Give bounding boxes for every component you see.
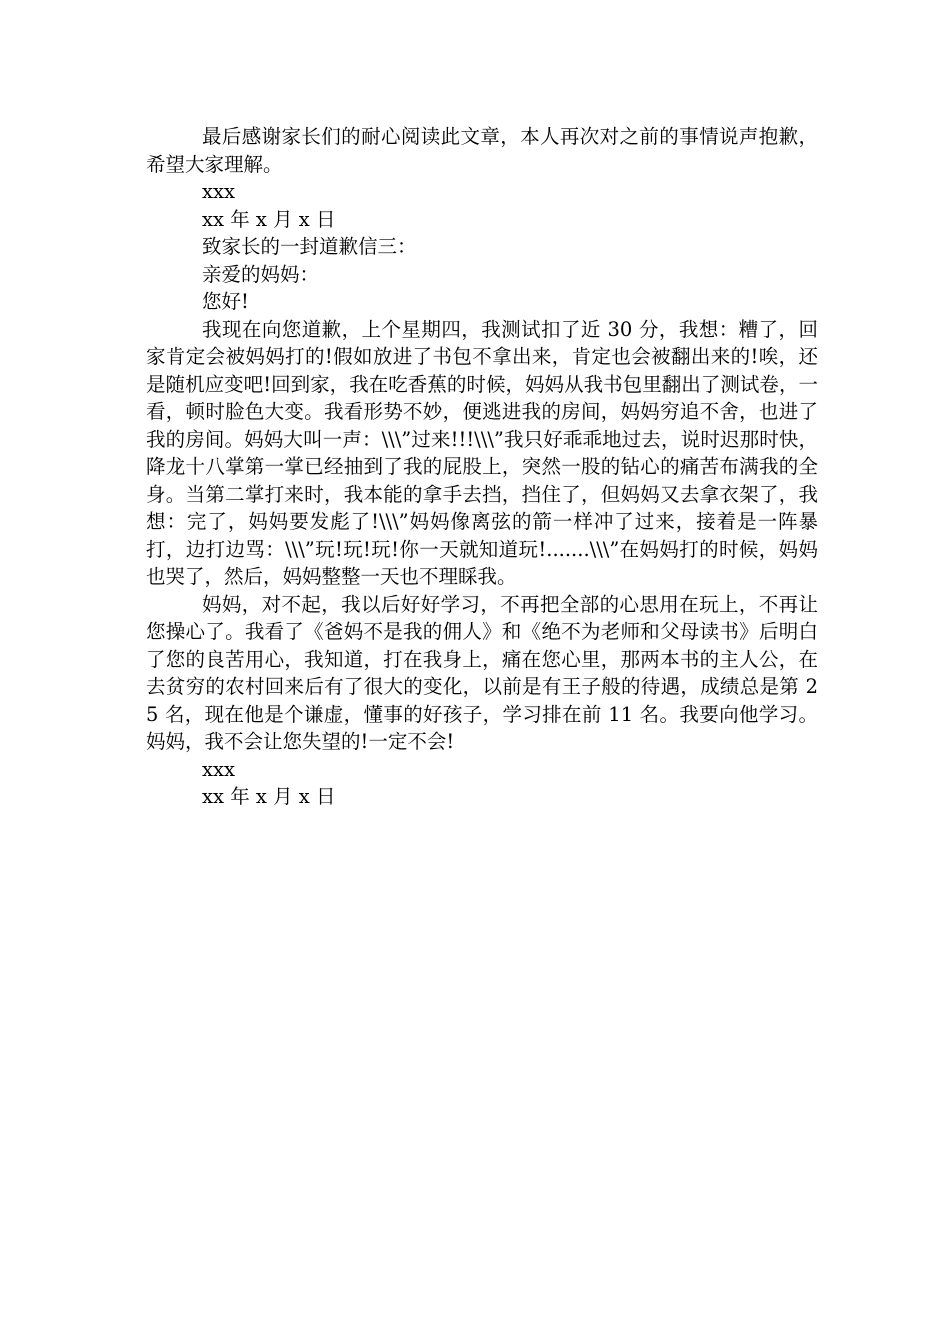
signature-line: xxx bbox=[202, 180, 235, 203]
body-paragraph-promise: 妈妈，对不起，我以后好好学习，不再把全部的心思用在玩上，不再让您操心了。我看了《爸妈不是我的佣人》和《绝不为老师和父母读书》后明白了您的良苦用心，我知道，打在我身上，痛在您心里，那两本书的主人公，在去贫穷的农村回来后有了很大的变化，以前是有王子般的待遇，成绩总是第 25 名，现在他是个谦虚，懂事的好孩子，学习排在前 11 名。我要向他学习。妈妈，我不会让您失望的!一定不会! bbox=[146, 592, 818, 753]
closing-thanks-paragraph: 最后感谢家长们的耐心阅读此文章，本人再次对之前的事情说声抱歉，希望大家理解。 bbox=[146, 125, 818, 176]
greeting-line: 您好! bbox=[202, 290, 249, 313]
signature-line: xxx bbox=[202, 757, 235, 781]
body-paragraph-apology: 我现在向您道歉，上个星期四，我测试扣了近 30 分，我想：糟了，回家肯定会被妈妈打的!假如放进了书包不拿出来，肯定也会被翻出来的!唉，还是随机应变吧!回到家，我在吃香蕉的时候，妈妈从我书包里翻出了测试卷，一看，顿时脸色大变。我看形势不妙，便逃进我的房间，妈妈穷追不舍，也进了我的房间。妈妈大叫一声：\\\”过来!!!\\\”我只好乖乖地过去，说时迟那时快，降龙十八掌第一掌已经抽到了我的屁股上，突然一股的钻心的痛苦布满我的全身。当第二掌打来时，我本能的拿手去挡，挡住了，但妈妈又去拿衣架了，我想：完了，妈妈要发彪了!\\\”妈妈像离弦的箭一样冲了过来，接着是一阵暴打，边打边骂：\\\”玩!玩!玩!你一天就知道玩!.......\\\”在妈妈打的时候，妈妈也哭了，然后，妈妈整整一天也不理睬我。 bbox=[146, 317, 818, 588]
salutation-line: 亲爱的妈妈： bbox=[202, 262, 320, 286]
date-line: xx 年 x 月 x 日 bbox=[202, 207, 336, 231]
document-body bbox=[146, 123, 818, 811]
date-line: xx 年 x 月 x 日 bbox=[202, 785, 336, 808]
letter-three-title: 致家长的一封道歉信三： bbox=[202, 235, 417, 258]
